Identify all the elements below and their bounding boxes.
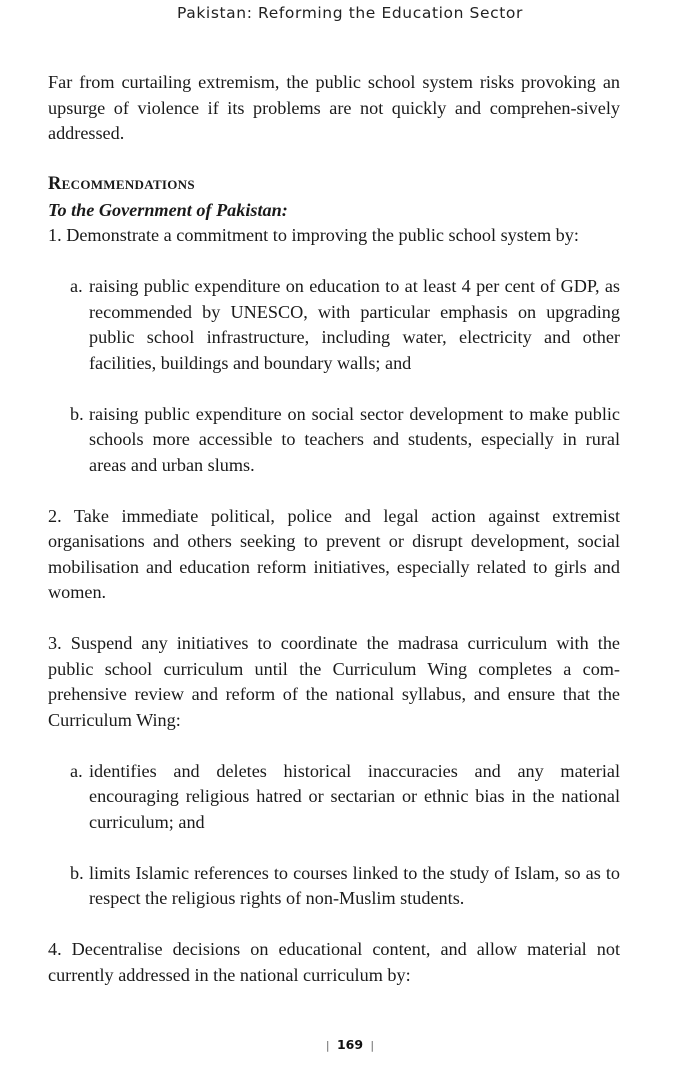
- list-marker: b.: [70, 862, 84, 883]
- recommendation-3-item-b: [70, 861, 620, 912]
- recommendation-3-item-a: [70, 759, 620, 836]
- spacer: [48, 376, 620, 402]
- recommendation-4: 4. Decentralise decisions on educational content, and allow material not currently addressed in the national curriculum by:: [48, 939, 620, 985]
- recommendation-1-item-b: [70, 402, 620, 479]
- list-marker: b.: [70, 403, 84, 424]
- intro-paragraph: Far from curtailing extremism, the public school system risks provoking an upsurge of violence if its problems are not quickly and comprehen-sively addressed.: [48, 72, 620, 143]
- page-number: 169: [336, 1037, 364, 1052]
- spacer: [48, 733, 620, 759]
- recommendation-1: 1. Demonstrate a commitment to improving the public school system by:: [48, 225, 579, 245]
- addressee-heading: To the Government of Pakistan:: [48, 199, 288, 220]
- recommendation-3: 3. Suspend any initiatives to coordinate the madrasa curriculum with the public school curriculum until the Curriculum Wing completes a com-prehensive review and reform of the national syllabus, and ensure that the Curriculum Wing:: [48, 633, 620, 730]
- page-body: [48, 70, 620, 988]
- spacer: [48, 606, 620, 632]
- spacer: [48, 147, 620, 173]
- list-item-text: raising public expenditure on social sector development to make public schools more accessible to teachers and students, especially in rural areas and urban slums.: [89, 403, 620, 475]
- list-item-text: raising public expenditure on education to at least 4 per cent of GDP, as recommended by UNESCO, with particular emphasis on upgrading public school infrastructure, including water, electricity and other facilities, buildings and boundary walls; and: [89, 276, 620, 373]
- page-number-separator-left: |: [325, 1039, 330, 1052]
- page-number-footer: [0, 1037, 700, 1052]
- running-header-title: Pakistan: Reforming the Education Sector: [177, 4, 523, 22]
- recommendation-2: 2. Take immediate political, police and legal action against extremist organisations and others seeking to prevent or disrupt development, social mobilisation and education reform initiatives, especially related to girls and women.: [48, 505, 620, 602]
- section-heading-recommendations: Recommendations: [48, 174, 195, 194]
- list-marker: a.: [70, 760, 83, 781]
- list-item-text: limits Islamic references to courses linked to the study of Islam, so as to respect the religious rights of non-Muslim students.: [89, 862, 620, 908]
- spacer: [48, 835, 620, 861]
- list-item-text: identifies and deletes historical inaccuracies and any material encouraging religious hatred or sectarian or ethnic bias in the national curriculum; and: [89, 760, 620, 832]
- spacer: [48, 478, 620, 504]
- recommendation-1-item-a: [70, 274, 620, 376]
- page-number-separator-right: |: [370, 1039, 375, 1052]
- list-marker: a.: [70, 276, 83, 296]
- spacer: [48, 249, 620, 275]
- spacer: [48, 912, 620, 938]
